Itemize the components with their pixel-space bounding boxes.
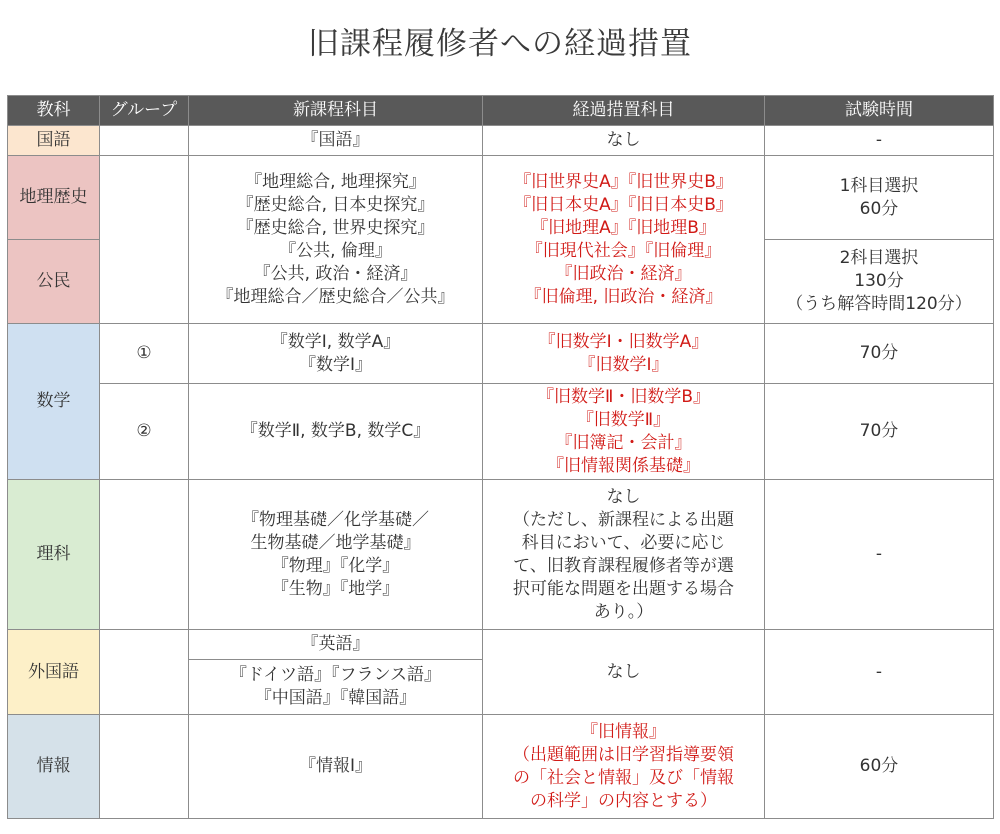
- trans-gaikoku: なし: [483, 630, 765, 715]
- group-chireki: [100, 156, 189, 324]
- header-row: [8, 96, 994, 126]
- subject-joho: 情報: [8, 715, 100, 819]
- new-gaikoku-2: 『ドイツ語』『フランス語』 『中国語』『韓国語』: [189, 660, 483, 715]
- header-subject: 教科: [8, 96, 100, 126]
- group-rika: [100, 480, 189, 630]
- group-sugaku-2: ②: [100, 384, 189, 480]
- subject-rika: 理科: [8, 480, 100, 630]
- new-chireki: 『地理総合, 地理探究』 『歴史総合, 日本史探究』 『歴史総合, 世界史探究』 『公共, 倫理』 『公共, 政治・経済』 『地理総合／歴史総合／公共』: [189, 156, 483, 324]
- time-chireki-2: 2科目選択 130分 （うち解答時間120分）: [765, 240, 994, 324]
- new-sugaku-2: 『数学Ⅱ, 数学B, 数学C』: [189, 384, 483, 480]
- row-gaikoku-1: [8, 630, 994, 660]
- trans-sugaku-2: 『旧数学Ⅱ・旧数学B』 『旧数学Ⅱ』 『旧簿記・会計』 『旧情報関係基礎』: [483, 384, 765, 480]
- time-sugaku-1: 70分: [765, 324, 994, 384]
- subject-gaikoku: 外国語: [8, 630, 100, 715]
- new-sugaku-1: 『数学Ⅰ, 数学A』 『数学Ⅰ』: [189, 324, 483, 384]
- row-sugaku-2: [8, 384, 994, 480]
- trans-kokugo: なし: [483, 126, 765, 156]
- row-kokugo: [8, 126, 994, 156]
- new-rika: 『物理基礎／化学基礎／ 生物基礎／地学基礎』 『物理』『化学』 『生物』『地学』: [189, 480, 483, 630]
- header-exam-time: 試験時間: [765, 96, 994, 126]
- time-gaikoku: -: [765, 630, 994, 715]
- time-sugaku-2: 70分: [765, 384, 994, 480]
- new-kokugo: 『国語』: [189, 126, 483, 156]
- time-joho: 60分: [765, 715, 994, 819]
- page-title: 旧課程履修者への経過措置: [308, 26, 692, 62]
- subject-kokugo: 国語: [8, 126, 100, 156]
- time-chireki-1: 1科目選択 60分: [765, 156, 994, 240]
- new-gaikoku-1: 『英語』: [189, 630, 483, 660]
- trans-joho: 『旧情報』 （出題範囲は旧学習指導要領 の「社会と情報」及び「情報 の科学」の内容とする）: [483, 715, 765, 819]
- trans-sugaku-1: 『旧数学Ⅰ・旧数学A』 『旧数学Ⅰ』: [483, 324, 765, 384]
- group-kokugo: [100, 126, 189, 156]
- trans-chireki: 『旧世界史A』『旧世界史B』 『旧日本史A』『旧日本史B』 『旧地理A』『旧地理B』 『旧現代社会』『旧倫理』 『旧政治・経済』 『旧倫理, 旧政治・経済』: [483, 156, 765, 324]
- subject-komin: 公民: [8, 240, 100, 324]
- header-new-course: 新課程科目: [189, 96, 483, 126]
- header-group: グループ: [100, 96, 189, 126]
- group-joho: [100, 715, 189, 819]
- time-rika: -: [765, 480, 994, 630]
- subject-chireki: 地理歴史: [8, 156, 100, 240]
- subject-sugaku: 数学: [8, 324, 100, 480]
- row-sugaku-1: [8, 324, 994, 384]
- transition-table: [7, 95, 994, 819]
- time-kokugo: -: [765, 126, 994, 156]
- row-chireki: [8, 156, 994, 240]
- group-sugaku-1: ①: [100, 324, 189, 384]
- trans-rika: なし （ただし、新課程による出題 科目において、必要に応じ て、旧教育課程履修者等が選 択可能な問題を出題する場合 あり。）: [483, 480, 765, 630]
- row-joho: [8, 715, 994, 819]
- new-joho: 『情報Ⅰ』: [189, 715, 483, 819]
- row-rika: [8, 480, 994, 630]
- group-gaikoku: [100, 630, 189, 715]
- header-transitional: 経過措置科目: [483, 96, 765, 126]
